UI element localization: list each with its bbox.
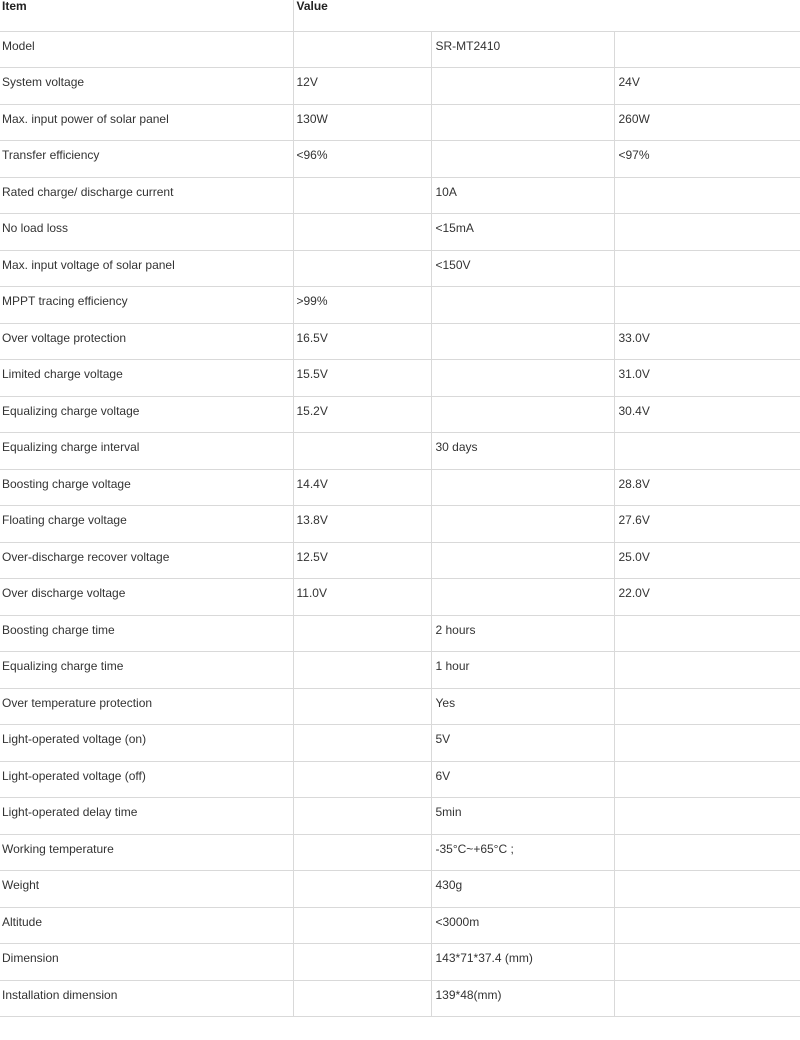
cell-common [431,68,614,105]
cell-common: <150V [431,250,614,287]
cell-24v [614,287,800,324]
table-row [0,68,800,105]
cell-12v [293,798,431,835]
table-row [0,250,800,287]
cell-item: Transfer efficiency [0,141,293,178]
table-row [0,214,800,251]
cell-item: System voltage [0,68,293,105]
cell-item: Installation dimension [0,980,293,1017]
cell-common [431,287,614,324]
table-row [0,396,800,433]
cell-item: Boosting charge time [0,615,293,652]
table-row [0,433,800,470]
table-row [0,104,800,141]
cell-item: MPPT tracing efficiency [0,287,293,324]
cell-12v: 15.2V [293,396,431,433]
cell-24v: 27.6V [614,506,800,543]
cell-common [431,579,614,616]
table-header-row [0,0,800,31]
table-row [0,798,800,835]
cell-24v [614,834,800,871]
table-row [0,871,800,908]
cell-common [431,542,614,579]
table-row [0,652,800,689]
cell-item: Over voltage protection [0,323,293,360]
table-row [0,834,800,871]
table-row [0,615,800,652]
cell-24v: 31.0V [614,360,800,397]
cell-common [431,141,614,178]
cell-common: 10A [431,177,614,214]
cell-item: Light-operated delay time [0,798,293,835]
cell-common: 2 hours [431,615,614,652]
cell-item: Model [0,31,293,68]
cell-24v [614,250,800,287]
cell-24v: 25.0V [614,542,800,579]
table-row [0,980,800,1017]
table-row [0,725,800,762]
table-row [0,323,800,360]
cell-common: <15mA [431,214,614,251]
cell-24v [614,433,800,470]
cell-item: Over discharge voltage [0,579,293,616]
cell-12v: 12V [293,68,431,105]
cell-common: 6V [431,761,614,798]
cell-24v [614,944,800,981]
cell-item: Working temperature [0,834,293,871]
cell-common [431,104,614,141]
cell-12v [293,214,431,251]
cell-item: Boosting charge voltage [0,469,293,506]
cell-common [431,506,614,543]
cell-common: 5min [431,798,614,835]
cell-12v: 14.4V [293,469,431,506]
cell-common: -35°C~+65°C ; [431,834,614,871]
cell-12v [293,834,431,871]
cell-common [431,396,614,433]
cell-common: SR-MT2410 [431,31,614,68]
cell-item: Equalizing charge interval [0,433,293,470]
cell-common: 430g [431,871,614,908]
cell-12v: >99% [293,287,431,324]
cell-item: Dimension [0,944,293,981]
cell-item: Equalizing charge voltage [0,396,293,433]
cell-12v [293,688,431,725]
cell-item: Light-operated voltage (on) [0,725,293,762]
cell-12v [293,725,431,762]
cell-24v: 28.8V [614,469,800,506]
cell-24v: 24V [614,68,800,105]
table-row [0,688,800,725]
cell-12v: <96% [293,141,431,178]
cell-item: Over temperature protection [0,688,293,725]
cell-common [431,469,614,506]
cell-12v [293,433,431,470]
cell-24v: 33.0V [614,323,800,360]
cell-24v: 22.0V [614,579,800,616]
cell-12v: 130W [293,104,431,141]
table-row [0,761,800,798]
cell-item: Rated charge/ discharge current [0,177,293,214]
table-row [0,31,800,68]
cell-item: Floating charge voltage [0,506,293,543]
cell-item: No load loss [0,214,293,251]
cell-24v [614,652,800,689]
cell-12v [293,907,431,944]
cell-12v [293,250,431,287]
cell-12v [293,980,431,1017]
cell-common: <3000m [431,907,614,944]
cell-12v [293,944,431,981]
cell-12v [293,652,431,689]
table-row [0,907,800,944]
cell-24v [614,688,800,725]
table-row [0,141,800,178]
cell-common [431,360,614,397]
cell-12v: 11.0V [293,579,431,616]
table-row [0,287,800,324]
cell-item: Equalizing charge time [0,652,293,689]
cell-common [431,323,614,360]
header-value: Value [293,0,800,31]
cell-24v [614,871,800,908]
cell-24v [614,615,800,652]
cell-12v: 13.8V [293,506,431,543]
cell-24v: <97% [614,141,800,178]
cell-24v [614,798,800,835]
cell-12v: 12.5V [293,542,431,579]
cell-24v [614,761,800,798]
table-row [0,177,800,214]
cell-24v [614,980,800,1017]
table-row [0,542,800,579]
table-row [0,579,800,616]
cell-24v [614,31,800,68]
table-row [0,469,800,506]
cell-12v [293,31,431,68]
cell-12v [293,871,431,908]
cell-common: 1 hour [431,652,614,689]
cell-common: 139*48(mm) [431,980,614,1017]
cell-24v [614,725,800,762]
cell-item: Limited charge voltage [0,360,293,397]
cell-24v: 260W [614,104,800,141]
cell-24v [614,214,800,251]
cell-24v [614,907,800,944]
cell-common: Yes [431,688,614,725]
cell-common: 5V [431,725,614,762]
cell-24v [614,177,800,214]
cell-12v: 16.5V [293,323,431,360]
table-row [0,360,800,397]
cell-item: Max. input power of solar panel [0,104,293,141]
cell-common: 143*71*37.4 (mm) [431,944,614,981]
cell-12v: 15.5V [293,360,431,397]
cell-item: Altitude [0,907,293,944]
cell-item: Light-operated voltage (off) [0,761,293,798]
cell-item: Over-discharge recover voltage [0,542,293,579]
table-row [0,944,800,981]
cell-item: Max. input voltage of solar panel [0,250,293,287]
header-item: Item [0,0,293,31]
table-row [0,506,800,543]
cell-12v [293,615,431,652]
cell-12v [293,761,431,798]
cell-24v: 30.4V [614,396,800,433]
cell-common: 30 days [431,433,614,470]
cell-item: Weight [0,871,293,908]
cell-12v [293,177,431,214]
